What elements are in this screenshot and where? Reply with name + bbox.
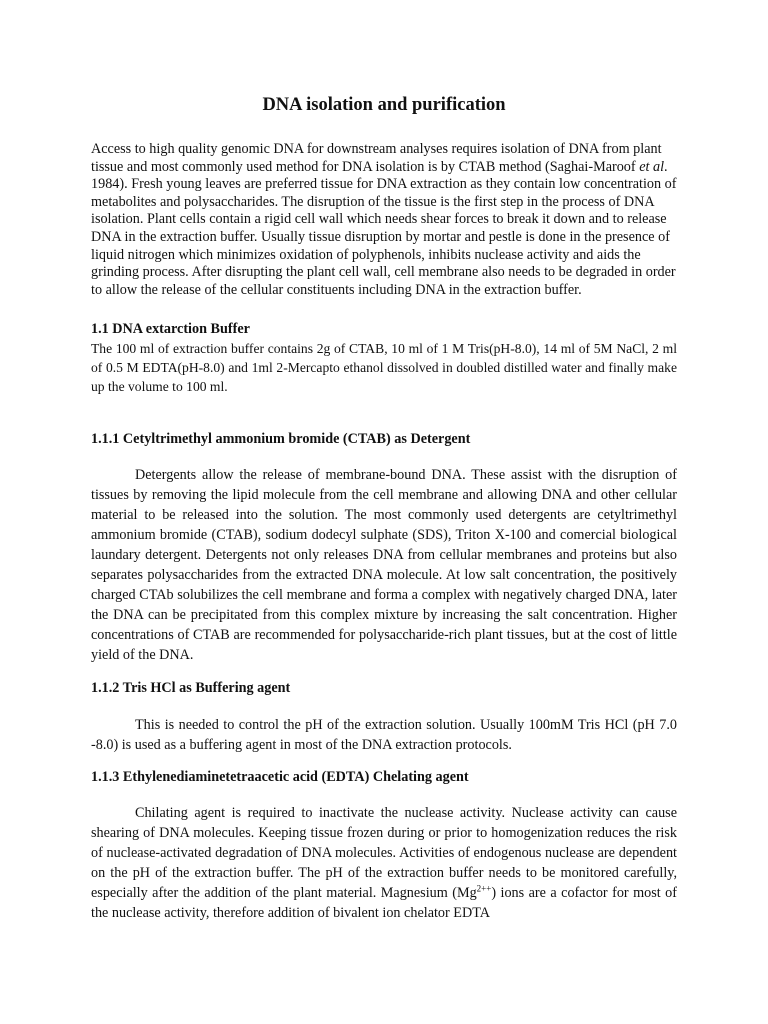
edta-heading: 1.1.3 Ethylenediaminetetraacetic acid (EDTA) Chelating agent	[91, 769, 469, 785]
edta-paragraph	[91, 803, 677, 923]
page-title: DNA isolation and purification	[262, 95, 506, 115]
buffer-heading: 1.1 DNA extarction Buffer	[91, 321, 250, 337]
intro-citation-etal: et al	[639, 158, 665, 175]
ctab-heading: 1.1.1 Cetyltrimethyl ammonium bromide (CTAB) as Detergent	[91, 431, 471, 447]
edta-text-part1: Chilating agent is required to inactivate the nuclease activity. Nuclease activity can cause shearing of DNA molecules. Keeping tissue frozen during or prior to homogenization reduces the risk of nuclease-activated degradation of DNA molecules. Activities of endogenous nuclease are dependent on the pH of the extraction buffer. The pH of the extraction buffer needs to be monitored carefully, especially after the addition of the plant material. Magnesium (Mg	[91, 805, 677, 901]
edta-text-part2: ) ions are a cofactor for most of the nuclease activity, therefore addition of bivalent ion chelator EDTA	[91, 885, 677, 921]
magnesium-charge-superscript: 2++	[476, 883, 492, 894]
tris-heading: 1.1.2 Tris HCl as Buffering agent	[91, 680, 291, 696]
buffer-paragraph: The 100 ml of extraction buffer contains 2g of CTAB, 10 ml of 1 M Tris(pH-8.0), 14 ml of 5M NaCl, 2 ml of 0.5 M EDTA(pH-8.0) and 1ml 2-Mercapto ethanol dissolved in doubled distilled water and finally make up the volume to 100 ml.	[91, 341, 677, 395]
tris-paragraph: This is needed to control the pH of the extraction solution. Usually 100mM Tris HCl (pH 7.0 -8.0) is used as a buffering agent in most of the DNA extraction protocols.	[91, 717, 677, 753]
ctab-paragraph: Detergents allow the release of membrane-bound DNA. These assist with the disruption of tissues by removing the lipid molecule from the cell membrane and allowing DNA and other cellular material to be released into the solution. The most commonly used detergents are cetyltrimethyl ammonium bromide (CTAB), sodium dodecyl sulphate (SDS), Triton X-100 and comercial biological laundary detergent. Detergents not only releases DNA from cellular membranes and proteins but also separates polysaccharides from the extracted DNA molecule. At low salt concentration, the positively charged CTAb solubilizes the cell membrane and forma a complex with negatively charged DNA, later the DNA can be precipitated from this complex mixture by increasing the salt concentration. Higher concentrations of CTAB are recommended for polysaccharide-rich plant tissues, but at the cost of little yield of the DNA.	[91, 467, 677, 663]
intro-text-part2: . 1984). Fresh young leaves are preferred tissue for DNA extraction as they contain low concentration of metabolites and polysaccharides. The disruption of the tissue is the first step in the process of DNA isolation. Plant cells contain a rigid cell wall which needs shear forces to break it down and to release DNA in the extraction buffer. Usually tissue disruption by mortar and pestle is done in the presence of liquid nitrogen which minimizes oxidation of polyphenols, inhibits nuclease activity and aids the grinding process. After disrupting the plant cell wall, cell membrane also needs to be degraded in order to allow the release of the cellular constituents including DNA in the extraction buffer.	[91, 158, 677, 298]
intro-text-part1: Access to high quality genomic DNA for downstream analyses requires isolation of DNA from plant tissue and most commonly used method for DNA isolation is by CTAB method (Saghai-Maroof	[91, 141, 662, 175]
intro-paragraph	[91, 141, 677, 299]
